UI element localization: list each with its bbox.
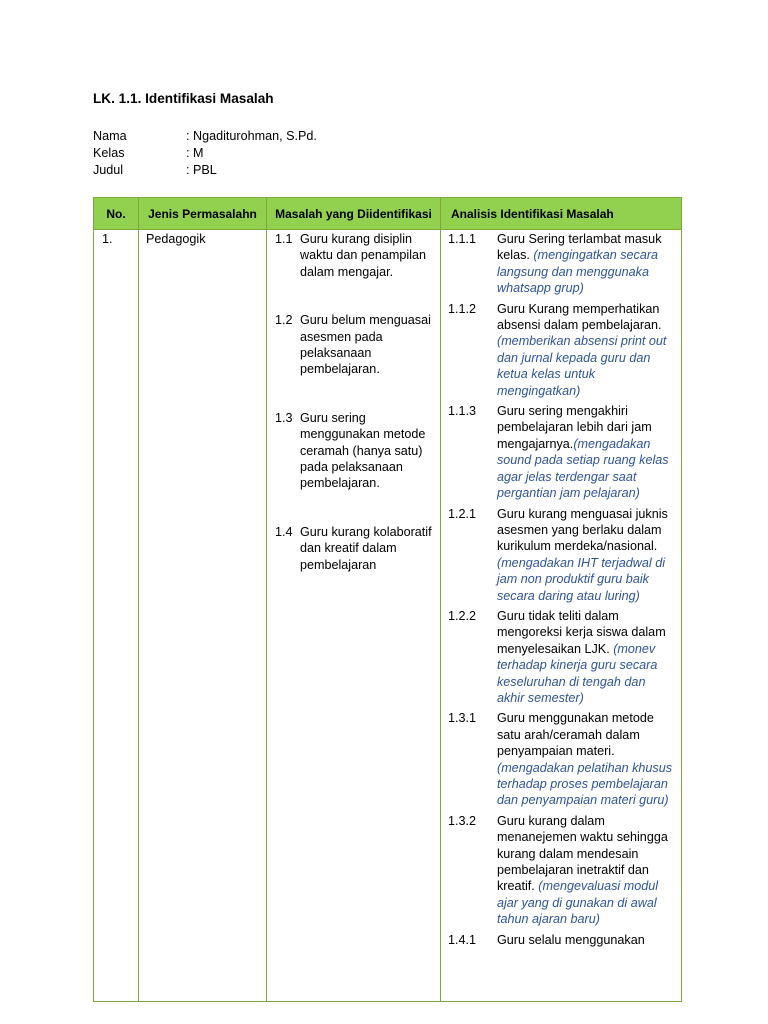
masalah-text: Guru sering menggunakan metode ceramah (hanya satu) pada pelaksanaan pembelajaran. — [300, 410, 426, 491]
header-no: No. — [94, 198, 139, 230]
analisis-number: 1.2.2 — [448, 608, 477, 623]
analisis-number: 1.3.2 — [448, 813, 477, 828]
page-title: LK. 1.1. Identifikasi Masalah — [93, 91, 274, 106]
analisis-item — [441, 608, 681, 706]
cell-analisis — [441, 230, 682, 1002]
analisis-number: 1.2.1 — [448, 506, 477, 521]
meta-value: : M — [186, 146, 204, 160]
header-analisis: Analisis Identifikasi Masalah — [441, 198, 682, 230]
analisis-number: 1.1.1 — [448, 232, 477, 246]
masalah-text: Guru kurang disiplin waktu dan penampilan dalam mengajar. — [300, 232, 427, 279]
table-row — [94, 230, 682, 1002]
analisis-solution-note: (mengadakan pelatihan khusus terhadap proses pembelajaran dan penyampaian materi guru) — [497, 760, 673, 808]
analisis-item — [441, 932, 681, 948]
meta-row-kelas — [93, 145, 317, 162]
analisis-solution-note: (mengingatkan secara langsung dan menggunaka whatsapp grup) — [497, 248, 659, 296]
analisis-number: 1.1.2 — [448, 301, 477, 316]
analisis-number: 1.3.1 — [448, 711, 477, 726]
analisis-item — [441, 403, 681, 501]
analisis-solution-note: (monev terhadap kinerja guru secara keseluruhan di tengah dan akhir semester) — [497, 641, 658, 705]
analisis-text: Guru kurang menguasai juknis asesmen yang berlaku dalam kurikulum merdeka/nasional. — [497, 506, 668, 554]
analisis-solution-note: (mengadakan IHT terjadwal di jam non produktif guru baik secara daring atau luring) — [497, 555, 665, 603]
masalah-number: 1.3 — [275, 410, 293, 425]
analisis-text: Guru sering mengakhiri pembelajaran lebih dari jam mengajarnya. — [497, 404, 652, 451]
meta-row-nama — [93, 128, 317, 145]
analisis-text: Guru kurang dalam menanejemen waktu sehingga kurang dalam mendesain pembelajaran inetraktif dan kreatif. — [497, 813, 668, 894]
masalah-text: Guru kurang kolaboratif dan kreatif dalam pembelajaran — [300, 524, 432, 572]
masalah-number: 1.4 — [275, 524, 293, 539]
header-masalah: Masalah yang Diidentifikasi — [267, 198, 441, 230]
analisis-item — [441, 813, 681, 928]
masalah-item — [267, 231, 440, 280]
analisis-text: Guru Sering terlambat masuk kelas. — [497, 232, 662, 263]
meta-label: Nama — [93, 129, 127, 143]
analisis-item — [441, 506, 681, 604]
problem-identification-table — [93, 197, 682, 1002]
meta-label: Kelas — [93, 146, 125, 160]
analisis-item — [441, 710, 681, 808]
analisis-text: Guru menggunakan metode satu arah/ceramah dalam penyampaian materi. — [497, 711, 654, 759]
analisis-number: 1.4.1 — [448, 932, 477, 947]
analisis-number: 1.1.3 — [448, 404, 477, 419]
analisis-item — [441, 301, 681, 399]
table-header-row — [94, 198, 682, 230]
meta-value: : PBL — [186, 163, 217, 177]
masalah-item — [267, 312, 440, 378]
analisis-item — [441, 231, 681, 297]
masalah-text: Guru belum menguasai asesmen pada pelaksanaan pembelajaran. — [300, 313, 431, 377]
masalah-number: 1.2 — [275, 313, 293, 328]
cell-masalah — [267, 230, 441, 1002]
masalah-item — [267, 410, 440, 492]
analisis-text: Guru selalu menggunakan — [497, 932, 645, 947]
analisis-text: Guru Kurang memperhatikan absensi dalam pembelajaran. — [497, 301, 662, 333]
header-jenis: Jenis Permasalahn — [139, 198, 267, 230]
masalah-number: 1.1 — [275, 232, 293, 246]
identity-block — [93, 128, 317, 179]
cell-no: 1. — [94, 230, 139, 1002]
meta-value: : Ngaditurohman, S.Pd. — [186, 129, 317, 143]
meta-row-judul — [93, 162, 317, 179]
analisis-solution-note: (mengevaluasi modul ajar yang di gunakan di awal tahun ajaran baru) — [497, 879, 658, 927]
analisis-solution-note: (memberikan absensi print out dan jurnal kepada guru dan ketua kelas untuk mengingatkan) — [497, 334, 667, 398]
masalah-item — [267, 524, 440, 573]
meta-label: Judul — [93, 163, 124, 177]
cell-jenis: Pedagogik — [139, 230, 267, 1002]
analisis-solution-note: (mengadakan sound pada setiap ruang kelas agar jelas terdengar saat pergantian jam pelajaran) — [497, 436, 669, 501]
analisis-text: Guru tidak teliti dalam mengoreksi kerja siswa dalam menyelesaikan LJK. — [497, 608, 666, 656]
